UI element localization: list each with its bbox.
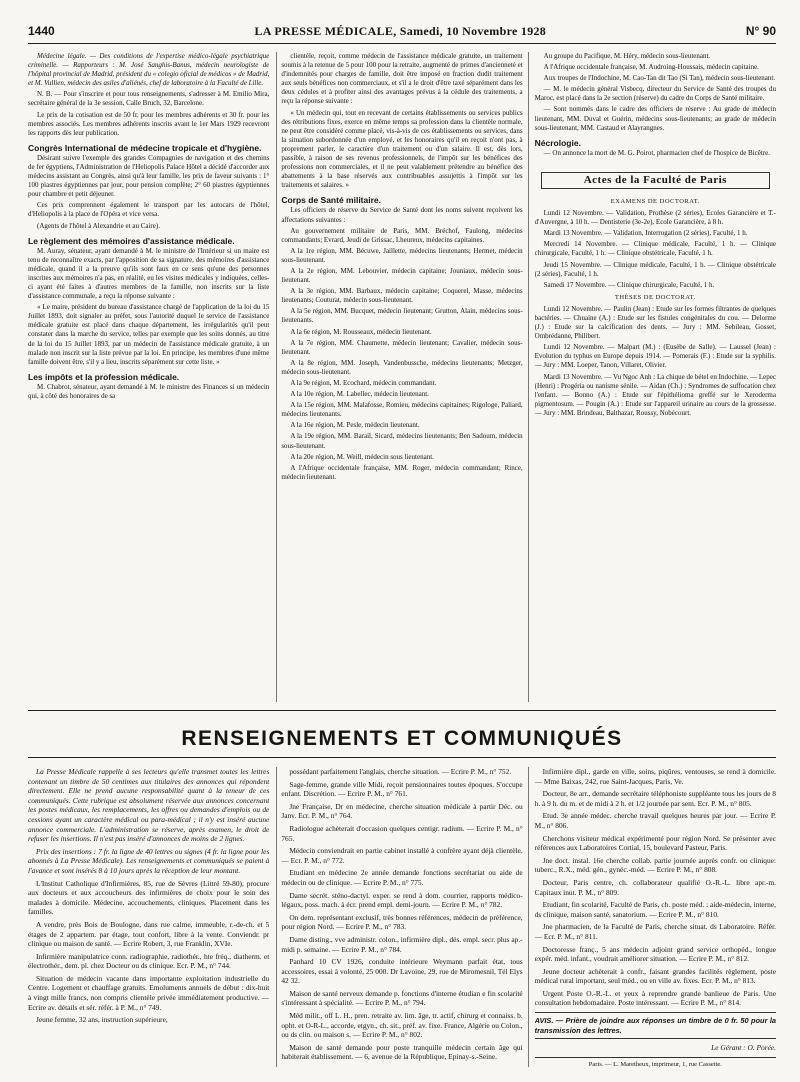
paragraph: clientèle, reçoit, comme médecin de l'assistance médicale gratuite, un traitement soumis à la retenue de 5 pour 100 pour la retraite, augmenté de primes d'ancienneté et d'indemnités pour charges de famille, doit être imposé en fraction dudit traitement aux seuls bénéfices non commerciaux, et s'il a le droit d'être taxé séparément dans les deux cédules et à profiter ainsi des avantages prévus à la cédule des traitements, a reçu la réponse suivante : bbox=[281, 52, 523, 106]
classified-ad: Docteur, Paris centre, ch. collaborateur qualifié O.-R.-L. libre apr.-m. Capitaux inut. P. M., n° 809. bbox=[534, 877, 776, 897]
manager-signature: Le Gérant : O. Porée. bbox=[711, 1043, 776, 1053]
paragraph: A la 5e région, MM. Bucquet, médecin lieutenant; Grutton, Alain, médecins sous-lieutenants. bbox=[281, 307, 523, 325]
classified-ad: Radiologue achèterait d'occasion quelques centigr. radium. — Ecrire P. M., n° 765. bbox=[281, 823, 523, 843]
classified-ad: Etudiant en médecine 2e année demande fonctions secrétariat ou aide de médecin ou de clinique. — Ecrire P. M., n° 775. bbox=[281, 868, 523, 887]
paragraph: Samedi 17 Novembre. — Clinique chirurgicale, Faculté, 1 h. bbox=[543, 280, 715, 289]
classified-column-1 bbox=[28, 767, 269, 1067]
paragraph: A la 19e région, MM. Barail, Sicard, médecins lieutenants; Ben Sadoum, médecin sous-lieutenant. bbox=[281, 432, 523, 450]
classified-ad: Urgent Poste O.-R.-L. et yeux à reprendre grande banlieue de Paris. Une consultation hebdomadaire. Poste intéressant. — Ecrire P. M., n° 814. bbox=[534, 988, 776, 1008]
paragraph: A la 9e région, M. Ecochard, médecin commandant. bbox=[290, 379, 437, 387]
classified-ad: Panhard 10 CV 1926, conduite intérieure Weymann parfait état, tous accessoires, essai à volonté, 25 000. Dr Lavoine, 29, rue de Miromesnil, Tél Elys 42 32. bbox=[281, 957, 523, 986]
paragraph: Au groupe du Pacifique, M. Héry, médecin sous-lieutenant. bbox=[543, 52, 711, 60]
section-rule bbox=[28, 710, 776, 711]
classified-ad: Jeune femme, 32 ans, instruction supérieure, bbox=[36, 1015, 168, 1025]
classified-ad: Méd milit., off L. H., pren. retraite av. lim. âge, tr. actif, chirurg et connaiss. b. opht. et O-R-L., accorde, etgyn., ch. sit., préf. av. fixe. France, Algérie ou Colon., ou ds clin. ou maison s. — Ecrire P. M., n° 802. bbox=[281, 1011, 523, 1040]
paragraph: A la 6e région, M. Rousseaux, médecin lieutenant. bbox=[290, 327, 432, 336]
printer-imprint: Paris. — L. Maretheux, imprimeur, 1, rue Cassette. bbox=[535, 1057, 776, 1067]
classified-ad: possédant parfaitement l'anglais, cherche situation. — Ecrire P. M., n° 752. bbox=[289, 767, 512, 776]
paragraph: « Un médecin qui, tout en recevant de certains établissements ou services publics des rétributions fixes, exerce en même temps sa profession dans la clientèle normale, ne peut être considéré comme placé, vis-à-vis de ces établissements ou services, dans la situation subordonnée d'un employé, et les honoraires qu'il en reçoit n'ont pas, à proprement parler, le caractère d'un traitement ou d'un salaire. Il est, dès lors, passible, à raison de ses revenus professionnels, de l'impôt sur les bénéfices des professions non commerciales, et il ne peut valablement prétendre au bénéfice des abattements à la base réservés aux contribuables assujettis à l'impôt sur les traitements et salaires. » bbox=[281, 108, 523, 190]
classified-ad: Etudiant, fin scolarité, Faculté de Paris, ch. poste méd. : aide-médecin, interne, ds clinique, maison santé, sanatorium. — Ecrire P. M., n° 810. bbox=[534, 900, 776, 919]
paragraph: M. Auray, sénateur, ayant demandé à M. le ministre de l'Intérieur si un maire est tenu de reconnaître exacts, par l'apposition de sa signature, des mémoires d'assistance médicale, quand il a la preuve qu'ils sont faux en ce sens qu'une des personnes inscrites aux mémoires n'a pas, en réalité, eu les visites médicales y indiquées, celles-ci ayant été faites à d'autres membres de la famille, non inscrits sur la liste d'assistance communale, a reçu la réponse suivante : bbox=[28, 246, 270, 301]
paragraph: — M. le médecin général Visbecq, directeur du Service de Santé des troupes du Maroc, est placé dans la 2e section (réserve) du cadre du Corps de Santé militaire. bbox=[534, 85, 776, 103]
paragraph: « Le maire, président du bureau d'assistance chargé de l'application de la loi du 15 Juillet 1893, doit signaler au préfet, sous l'autorité duquel le service de l'assistance médicale gratuite est placé dans chaque département, les irrégularités qu'il peut constater dans la marche du service, telles par exemple que les soins donnés, au titre de la loi du 15 Juillet 1893, par un médecin de l'assistance médicale gratuite, à un malade non inscrit sur la liste prévue par la loi. En principe, les membres d'une même famille doivent être, s'il y a lieu, inscrits séparément sur cette liste. » bbox=[28, 303, 270, 366]
subsection-title: THÈSES DE DOCTORAT. bbox=[614, 293, 696, 301]
paragraph: Lundi 12 Novembre. — Validation, Prothèse (2 séries), Ecoles Garancière et T.-d'Auvergne, à 10 h. — Dentisterie (3e-2e), Ecole Garancière, à 8 h. bbox=[534, 209, 776, 227]
paragraph: Le prix de la cotisation est de 50 fr. pour les membres adhérents et 30 fr. pour les membres associés. Les membres adhérents inscrits avant le 1er Mars 1929 recevront les rapports dès leur publication. bbox=[28, 110, 270, 137]
classified-ad: Infirmière dipl., garde en ville, soins, piqûres, ventouses, se rend à domicile. — Mme Baixas, 242, rue Saint-Jacques, Paris, Ve. bbox=[534, 767, 776, 786]
classified-ad: Jeune docteur achèterait à confr., faisant grandes facilités règlement, poste médical rural important, seul méd., ou en ville av. fixes. Ecr. P. M., n° 813. bbox=[534, 966, 776, 986]
paragraph: A la 20e région, M. Weill, médecin sous lieutenant. bbox=[290, 452, 434, 461]
classified-column-3 bbox=[535, 767, 776, 1067]
classified-ad: Infirmière manipulatrice conn. radiographie, radiothér., hte fréq., diatherm. et électrothér., dem. pl. chez Docteur ou ds clinique. Ecr. P. M., n° 744. bbox=[28, 951, 270, 971]
article-heading: Nécrologie. bbox=[534, 137, 581, 148]
article-heading: Les impôts et la profession médicale. bbox=[28, 371, 180, 382]
classified-column-2 bbox=[281, 767, 522, 1067]
paragraph: — Sont nommés dans le cadre des officiers de réserve : Au grade de médecin lieutenant, MM. Duval et Guérin, médecins sous-lieutenants; au grade de médecin sous-lieutenant, MM. Castaud et Alayrangnes. bbox=[534, 105, 776, 132]
classified-ad: Situation de médecin vacante dans importante exploitation industrielle du Centre. Logement et chauffage gratuits. Emoluments annuels de début : dix-huit à vingt mille francs, non compris clientèle privée immédiatement productive. — Ecrire av. détails et sér. référ. à P. M., n° 749. bbox=[28, 973, 270, 1012]
paragraph: A la 16e région, M. Pesle, médecin lieutenant. bbox=[290, 421, 420, 430]
paragraph: A la 8e région, MM. Joseph, Vandenbussche, médecins lieutenants; Metzger, médecin sous-lieutenant. bbox=[281, 358, 523, 376]
notice-avis: AVIS. — Prière de joindre aux réponses un timbre de 0 fr. 50 pour la transmission des lettres. bbox=[535, 1012, 776, 1039]
paragraph: Lundi 12 Novembre. — Malpart (M.) : (Eusèbe de Salle). — Laussel (Jean) : Evolution du typhus en Europe depuis 1914. — Pomerais (F.) : Etude sur la syphilis. — Jury : MM. Loeper, Tanon, Villaret, Olivier. bbox=[534, 343, 776, 370]
classified-ad: Docteur, 8e arr., demande secrétaire téléphoniste suppléante tous les jours de 8 h. à 9 h. du m. et de midi à 2 h. et 1/2 journée par sem. Ecr. P. M., n° 805. bbox=[534, 789, 776, 808]
notice-prices: Prix des insertions : 7 fr. la ligne de 40 lettres ou signes (4 fr. la ligne pour les abonnés à La Presse Médicale). Les renseignements et communiqués se paient à l'avance et sont insérés 8 à 10 jours après la réception de leur montant. bbox=[28, 846, 270, 875]
column-3 bbox=[535, 52, 776, 702]
classified-ad: Dame secrét. sténo-dactyl. exper. se rend à dom. courrier, rapports médico-légaux, poss. mach. à écr. prend empl. demi-journ. — Ecrire P. M., n° 782. bbox=[281, 890, 523, 910]
article-heading: Corps de Santé militaire. bbox=[281, 195, 381, 206]
classified-ad: Maison de santé nerveux demande p. fonctions d'interne étudian e fin scolarité s'intéressant à spécialité. — Ecrire P. M., n° 794. bbox=[281, 988, 523, 1008]
classified-ad: Jne doct. instal. 16e cherche collab. partie journée auprès confr. ou clinique: tuberc., R.X., méd. gén., gynéc.-méd. — Ecrire P. M., n° 808. bbox=[534, 855, 776, 875]
paragraph: N. B. — Pour s'inscrire et pour tous renseignements, s'adresser à M. Emilio Mira, secrétaire général de la 3e session, Calle Bruch, 32, Barcelone. bbox=[28, 90, 270, 108]
paragraph: Mardi 13 Novembre. — Vu Ngoc Anh : La chique de bétel en Indochine. — Lepec (Henri) : Progéria ou nanisme sénile. — Aidan (Ch.) : Syndromes de suffocation chez l'enfant. — Bonno (A.) : Etude sur l'épithélioma greffé sur le Xeroderma pigmentosum. — Pougin (A.) : Etude sur l'appareil urinaire au cours de la grossesse. — Jury : MM. Brindeau, Balthazar, Roussy, Nobécourt. bbox=[534, 372, 776, 417]
paragraph: Jeudi 15 Novembre. — Clinique médicale, Faculté, 1 h. — Clinique obstétricale (2 séries), Faculté, 1 h. bbox=[534, 260, 776, 278]
section-title: RENSEIGNEMENTS ET COMMUNIQUÉS bbox=[181, 727, 623, 750]
paragraph: Désirant suivre l'exemple des grandes Compagnies de navigation et des chemins de fer égyptiens, l'Administration de l'Heliopolis Palace Hôtel a décidé d'accorder aux médecins assistant au Congrès, ainsi qu'à leur famille, les prix de faveur suivants : 1° 100 piastres égyptiennes par jour, pour pension complète; 2° 60 piastres égyptiennes pour chambre et petit déjeuner. bbox=[28, 153, 270, 199]
paragraph: — On annonce la mort de M. G. Poirot, pharmacien chef de l'hospice de Bicêtre. bbox=[543, 148, 771, 157]
classified-ad: Jne Française, Dr en médecine, cherche situation médicale à partir Déc. ou Janv. Ecr. P. M., n° 764. bbox=[281, 801, 523, 821]
paragraph: A la 3e région, MM. Barbaux, médecin capitaine; Coquerel, Masse, médecins lieutenants; Couturat, médecin sous-lieutenant. bbox=[281, 287, 523, 305]
paragraph: Aux troupes de l'Indochine, M. Cao-Tan dit Tao (Si Tan), médecin sous-lieutenant. bbox=[543, 74, 776, 83]
paragraph: A la 1re région, MM. Bécuwe, Jaillette, médecins lieutenants; Hermet, médecin sous-lieutenant. bbox=[281, 246, 523, 264]
classified-ad: Sage-femme, grande ville Midi, reçoit pensionnaires toutes époques. S'occupe enfant. Discrétion. — Ecrire P. M., n° 761. bbox=[281, 779, 523, 799]
paragraph: A l'Afrique occidentale française, M. Audroing-Houssais, médecin capitaine. bbox=[543, 63, 759, 72]
paragraph: A l'Afrique occidentale française, MM. Roger, médecin commandant; Rince, médecin lieutenant. bbox=[281, 463, 523, 481]
paragraph: Médecine légale. — Des conditions de l'expertise médico-légale psychiatrique criminelle. — Rapporteurs : M. José Sanghis-Banus, médecin neurologiste de l'hôpital provincial de Madrid, président du « colegio oficial de médicos » de Madrid, et M. Vullien, médecin des asiles d'aliénés, chef de laboratoire à la Faculté de Lille. bbox=[28, 52, 270, 88]
paragraph: Ces prix comprennent également le transport par les autocars de l'hôtel, d'Heliopolis à la place de l'Opéra et vice versa. bbox=[28, 201, 270, 219]
classified-ad: A vendre, près Bois de Boulogne, dans rue calme, immeuble, r.-de-ch. et 5 étages de 2 appartem. par étage, tout confort, libre à la vente. Conviendr. pr clinique ou maison de santé. — Ecrire Robert, 3, rue Franklin, XVIe. bbox=[28, 919, 270, 949]
classified-ad: Doctoresse franç., 5 ans médecin adjoint grand service orthopéd., longue expér. méd. infant., voudrait améliorer situation. — Ecrire P. M., n° 812. bbox=[534, 944, 776, 964]
news-columns bbox=[28, 52, 776, 702]
classified-ad: Cherchons visiteur médical expérimenté pour région Nord. Se présenter avec références aux Laboratoires Cortial, 15, boulevard Pasteur, Paris. bbox=[534, 833, 776, 853]
paragraph: Mercredi 14 Novembre. — Clinique médicale, Faculté, 1 h. — Clinique chirurgicale, Faculté, 1 h. — Clinique obstétricale, Faculté, 1 h. bbox=[534, 240, 776, 258]
classified-ad: Etud. 3e année médec. cherche travail quelques heures par jour. — Ecrire P. M., n° 806. bbox=[534, 811, 776, 830]
paragraph: Les officiers de réserve du Service de Santé dont les noms suivent reçoivent les affectations suivantes : bbox=[281, 206, 523, 224]
faculty-box-title: Actes de la Faculté de Paris bbox=[541, 172, 770, 189]
paragraph: Lundi 12 Novembre. — Paulin (Jean) : Etude sur les formes filtrantes de quelques bactéries. — Chuaine (A.) : Etude sur les fistules congénitales du cou. — Delorme (J.) : Etude sur la calcification des dents. — Jury : MM. Sebileau, Gosset, Ombrédanne, Philibert. bbox=[534, 304, 776, 341]
classified-ad: On dem. représentant exclusif, très bonnes références, médecin de préférence, pour région Nord. — Ecrire P. M., n° 783. bbox=[281, 912, 523, 932]
classified-ad: L'Institut Catholique d'Infirmières, 85, rue de Sèvres (Littré 59-80), procure aux docteurs et aux accoucheurs des infirmières de choix pour le soin des malades à domicile. Médecine, accouchements, cliniques. Placement dans les familles. bbox=[28, 878, 270, 917]
page-header bbox=[28, 22, 776, 44]
paragraph: Au gouvernement militaire de Paris, MM. Bréchof, Faulong, médecins commandants; Evrard, Jeudi de Grissac, Lheureux, médecins capitaines. bbox=[281, 226, 523, 244]
paragraph: A la 2e région, MM. Lebouvier, médecin capitaine; Jouniaux, médecin sous-lieutenant. bbox=[281, 266, 523, 285]
section-rule bbox=[28, 757, 776, 758]
article-heading: Congrès International de médecine tropicale et d'hygiène. bbox=[28, 142, 262, 153]
notice-intro: La Presse Médicale rappelle à ses lecteurs qu'elle transmet toutes les lettres contenant un timbre de 50 centimes aux titulaires des annonces qui répondent directement. Elle ne prend aucune responsabilité quant à la teneur de ces communiqués. Cette rubrique est absolument réservée aux annonces concernant les postes médicaux, les remplacements, les offres ou demandes d'emplois ou de cessions ayant un caractère médical ou para-médical ; il n'y est inséré aucune annonce commerciale. L'administration se réserve, après examen, le droit de refuser les insertions. Il n'est pas inséré d'annonces de moins de 2 lignes. bbox=[28, 767, 270, 844]
journal-title: LA PRESSE MÉDICALE, Samedi, 10 Novembre 1928 bbox=[254, 23, 547, 38]
paragraph: M. Chabrot, sénateur, ayant demandé à M. le ministre des Finances si un médecin qui, à côté des honoraires de sa bbox=[28, 382, 270, 400]
classified-ad: Dame disting., vve administr. colon., infirmière dipl., dés. empl. secr. plus ap.-midi p. semaine. — Ecrire P. M., n° 784. bbox=[281, 934, 523, 954]
classified-ad: Maison de santé demande pour poste tranquille médecin certain âge qui habiterait établissement. — 6, avenue de la République, Epinay-s.-Seine. bbox=[281, 1042, 523, 1062]
paragraph: A la 15e région, MM. Malafosse, Romieu, médecins capitaines; Rigologe, Paliard, médecins lieutenants. bbox=[281, 401, 523, 419]
classified-ad: Jne pharmacien, de la Faculté de Paris, cherche situat. ds Laboratoire. Référ. — Ecr. P. M., n° 811. bbox=[534, 922, 776, 941]
subsection-title: EXAMENS DE DOCTORAT. bbox=[610, 197, 700, 205]
classified-columns bbox=[28, 767, 776, 1067]
paragraph: A la 10e région, M. Labellec, médecin lieutenant. bbox=[290, 390, 429, 399]
column-2 bbox=[281, 52, 522, 702]
article-heading: Le règlement des mémoires d'assistance médicale. bbox=[28, 235, 235, 246]
issue-number: N° 90 bbox=[745, 24, 776, 38]
paragraph: Mardi 13 Novembre. — Validation, Interrogation (2 séries), Faculté, 1 h. bbox=[543, 229, 748, 238]
page-number: 1440 bbox=[28, 24, 55, 38]
classified-ad: Médecin conviendrait en partie cabinet installé à confrère ayant déjà clientèle. — Ecr. P. M., n° 772. bbox=[281, 846, 523, 865]
paragraph: A la 7e région, MM. Chaumette, médecin lieutenant; Cavalier, médecin sous-lieutenant. bbox=[281, 338, 523, 356]
column-1 bbox=[28, 52, 269, 702]
paragraph: (Agents de l'hôtel à Alexandrie et au Caire). bbox=[37, 221, 160, 230]
